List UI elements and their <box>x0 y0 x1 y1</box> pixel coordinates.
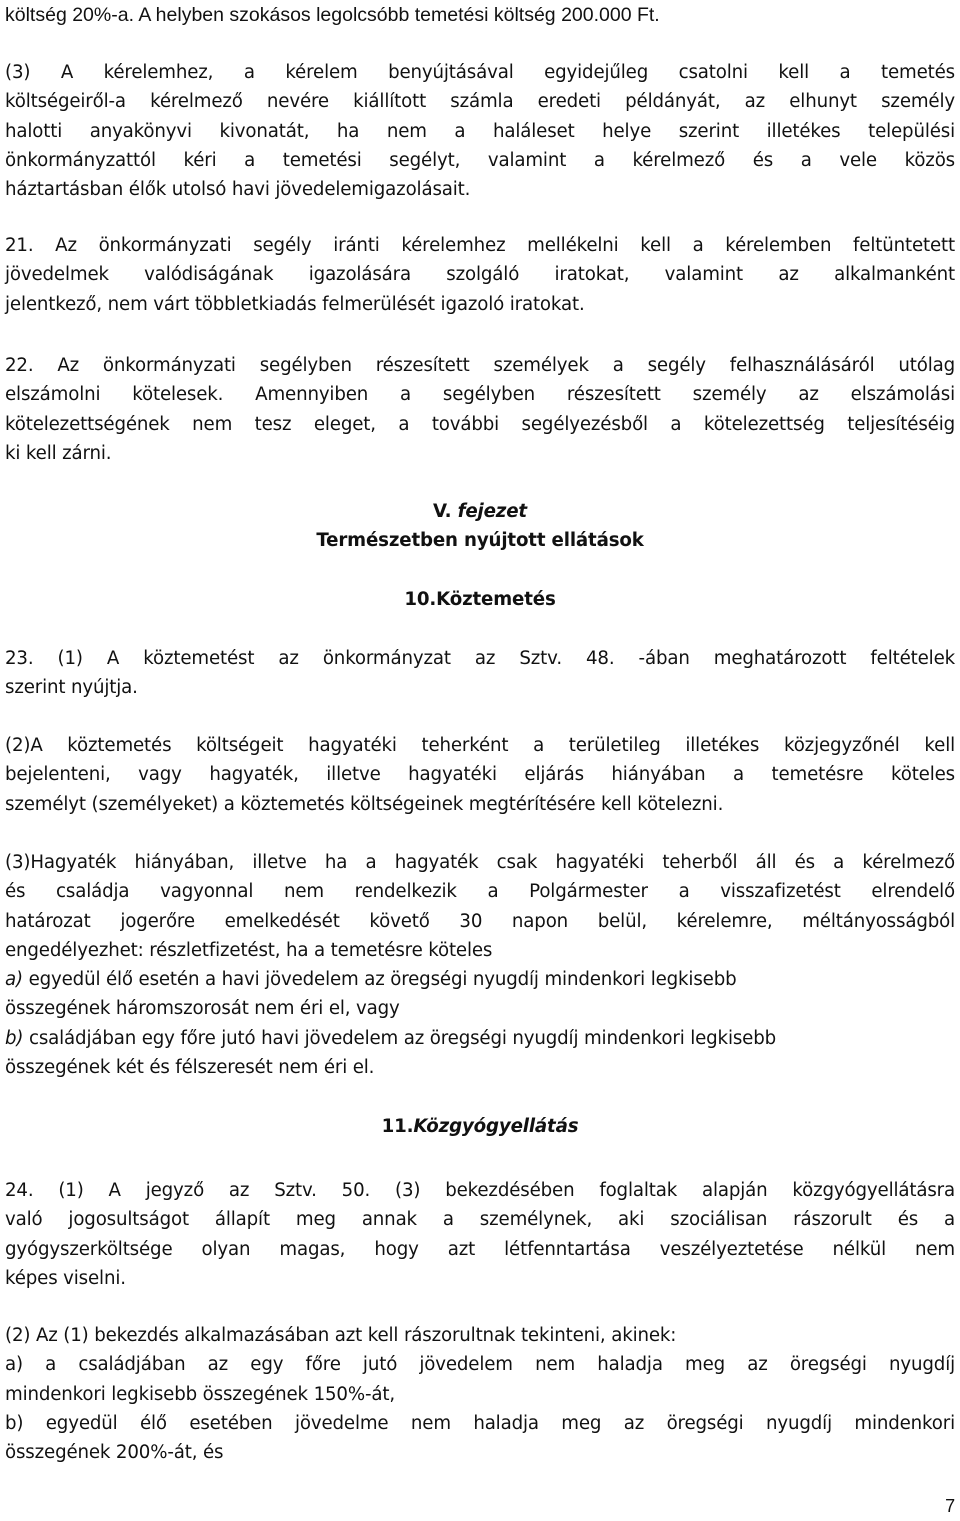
section-11-number: 11. <box>381 1116 414 1137</box>
chapter-heading <box>0 497 960 526</box>
text-line: összegének háromszorosát nem éri el, vagy <box>5 998 400 1020</box>
text-line: (3)Hagyaték hiányában, illetve ha a hagyaték csak hagyatéki teherből áll és a kérelmező <box>5 852 955 873</box>
page-number: 7 <box>945 1496 955 1516</box>
chapter-title-text: Természetben nyújtott ellátások <box>316 530 644 551</box>
text-line: a) a családjában az egy főre jutó jövedelem nem haladja meg az öregségi nyugdíj <box>5 1354 955 1376</box>
text-line: 23. (1) A köztemetést az önkormányzat az Sztv. 48. -ában meghatározott feltételek <box>5 648 955 669</box>
text-line: 22. Az önkormányzati segélyben részesített személyek a segély felhasználásáról utólag <box>5 355 955 376</box>
text-line: költség 20%-a. A helyben szokásos legolcsóbb temetési költség 200.000 Ft. <box>5 4 660 26</box>
text-line: összegének két és félszeresét nem éri el. <box>5 1057 375 1079</box>
text-line: 21. Az önkormányzati segély iránti kérelemhez mellékelni kell a kérelemben feltüntetett <box>5 235 955 256</box>
text-line: szerint nyújtja. <box>5 677 138 699</box>
text-line: gyógyszerköltsége olyan magas, hogy azt létfenntartása veszélyeztetése nélkül nem <box>5 1238 955 1260</box>
paragraph-24-2 <box>5 1321 955 1467</box>
item-text: családjában egy főre jutó havi jövedelem az öregségi nyugdíj mindenkori legkisebb <box>23 1027 777 1049</box>
list-item-b <box>5 1024 955 1053</box>
text-line: költségeiről-a kérelmező nevére kiállított számla eredeti példányát, az elhunyt személy <box>5 91 955 113</box>
text-line: bejelenteni, vagy hagyaték, illetve hagyatéki eljárás hiányában a temetésre köteles <box>5 764 955 786</box>
text-line: elszámolni kötelesek. Amennyiben a segélyben részesített személy az elszámolási <box>5 384 955 406</box>
section-11-title: Közgyógyellátás <box>413 1116 579 1137</box>
chapter-word: fejezet <box>457 501 527 522</box>
list-item-a <box>5 965 955 994</box>
text-line: kötelezettségének nem tesz eleget, a további segélyezésből a kötelezettség teljesítéséig <box>5 413 955 435</box>
text-line: (3) A kérelemhez, a kérelem benyújtásával egyidejűleg csatolni kell a temetés <box>5 62 955 83</box>
paragraph-23-3 <box>5 848 955 1082</box>
section-10-title: 10.Köztemetés <box>404 589 556 610</box>
item-marker: b) <box>5 1027 24 1049</box>
text-line: 24. (1) A jegyző az Sztv. 50. (3) bekezdésében foglaltak alapján közgyógyellátásra <box>5 1180 955 1201</box>
paragraph-20-3 <box>5 58 955 204</box>
item-text: egyedül élő esetén a havi jövedelem az öregségi nyugdíj mindenkori legkisebb <box>22 969 737 991</box>
text-line: határozat jogerőre emelkedését követő 30 napon belül, kérelemre, méltányosságból <box>5 910 955 932</box>
text-line: összegének 200%-át, és <box>5 1442 224 1464</box>
chapter-title <box>0 526 960 555</box>
text-line: való jogosultságot állapít meg annak a személynek, aki szociálisan rászorult és a <box>5 1209 955 1231</box>
paragraph-23-2 <box>5 731 955 819</box>
text-line: képes viselni. <box>5 1267 126 1289</box>
text-line: halotti anyakönyvi kivonatát, ha nem a haláleset helye szerint illetékes települési <box>5 120 955 142</box>
text-line: és családja vagyonnal nem rendelkezik a Polgármester a visszafizetést elrendelő <box>5 881 955 903</box>
paragraph-22 <box>5 351 955 468</box>
text-line: (2)A köztemetés költségeit hagyatéki teherként a területileg illetékes közjegyzőnél kell <box>5 735 955 756</box>
section-heading-10 <box>0 585 960 614</box>
chapter-number: V. <box>433 501 452 522</box>
paragraph-24-1 <box>5 1176 955 1293</box>
text-line: személyt (személyeket) a köztemetés költségeinek megtérítésére kell kötelezni. <box>5 793 724 815</box>
paragraph-23-1 <box>5 644 955 703</box>
text-line: jövedelmek valódiságának igazolására szolgáló iratokat, valamint az alkalmanként <box>5 264 955 286</box>
text-line: önkormányzattól kéri a temetési segélyt, valamint a kérelmező és a vele közös <box>5 149 955 171</box>
text-line: engedélyezhet: részletfizetést, ha a temetésre köteles <box>5 939 493 961</box>
text-line: ki kell zárni. <box>5 442 112 464</box>
text-line: jelentkező, nem várt többletkiadás felmerülését igazoló iratokat. <box>5 293 585 315</box>
text-line: b) egyedül élő esetében jövedelme nem haladja meg az öregségi nyugdíj mindenkori <box>5 1412 955 1434</box>
text-line: (2) Az (1) bekezdés alkalmazásában azt kell rászorultnak tekinteni, akinek: <box>5 1325 677 1346</box>
paragraph-top-fragment <box>5 1 955 30</box>
text-line: háztartásban élők utolsó havi jövedelemigazolásait. <box>5 179 471 201</box>
section-heading-11 <box>0 1112 960 1141</box>
item-marker: a) <box>5 969 23 991</box>
text-line: mindenkori legkisebb összegének 150%-át, <box>5 1383 395 1405</box>
paragraph-21 <box>5 231 955 319</box>
